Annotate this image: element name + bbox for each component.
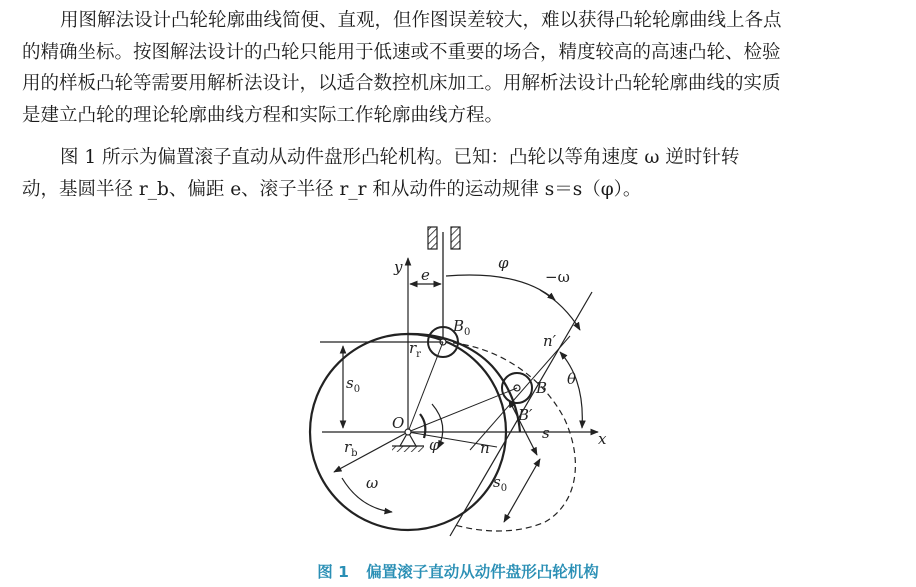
label-b-prime: B′: [518, 406, 533, 424]
label-theta: θ: [567, 370, 577, 388]
phi-arc-top: [446, 275, 555, 300]
label-phi-top: φ: [498, 254, 509, 272]
guide-right: [451, 227, 460, 249]
label-rr: $r_r$: [409, 339, 421, 360]
label-neg-omega: −ω: [545, 268, 570, 286]
label-omega: ω: [366, 474, 379, 492]
label-n: n: [480, 439, 490, 457]
paragraph-1-line-2: 的精确坐标。按图解法设计的凸轮只能用于低速或不重要的场合，精度较高的高速凸轮、检验: [22, 41, 781, 63]
label-rb: $r_b$: [344, 438, 358, 459]
normal-line: [470, 336, 570, 450]
paragraph-1-line-4: 是建立凸轮的理论轮廓曲线方程和实际工作轮廓曲线方程。: [22, 104, 504, 126]
label-n-prime: n′: [543, 332, 557, 350]
caption-number: 图 1: [317, 563, 349, 581]
cam-profile-curve: [443, 342, 575, 531]
label-s0-bottom: $s_0$: [493, 473, 508, 494]
theta-arc: [560, 352, 582, 428]
guide-left: [428, 227, 437, 249]
label-o: O: [392, 414, 405, 432]
paragraph-2-line-1: 图 1 所示为偏置滚子直动从动件盘形凸轮机构。已知：凸轮以等角速度 ω 逆时针转: [60, 147, 740, 168]
label-s0-left: $s_0$: [346, 374, 361, 395]
paragraph-1-line-3: 用的样板凸轮等需要用解析法设计，以适合数控机床加工。用解析法设计凸轮轮廓曲线的实质: [22, 73, 781, 94]
paragraph-2-line-2: 动，基圆半径 r_b、偏距 e、滚子半径 r_r 和从动件的运动规律 s＝s（φ）。: [22, 178, 642, 200]
label-x: x: [598, 430, 607, 448]
label-b0: $B_0$: [453, 317, 471, 338]
s0-bottom-dimension: [504, 459, 540, 522]
label-s: s: [542, 424, 550, 442]
caption-text: 偏置滚子直动从动件盘形凸轮机构: [366, 563, 599, 581]
center-o: [405, 429, 411, 435]
label-y: y: [394, 258, 403, 276]
label-phi-inner: φ: [429, 436, 440, 454]
label-e: e: [421, 266, 430, 284]
label-b: B: [536, 379, 548, 397]
paragraph-1-line-1: 用图解法设计凸轮轮廓曲线简便、直观，但作图误差较大，难以获得凸轮轮廓曲线上各点: [60, 10, 782, 31]
figure-caption: [0, 560, 916, 582]
